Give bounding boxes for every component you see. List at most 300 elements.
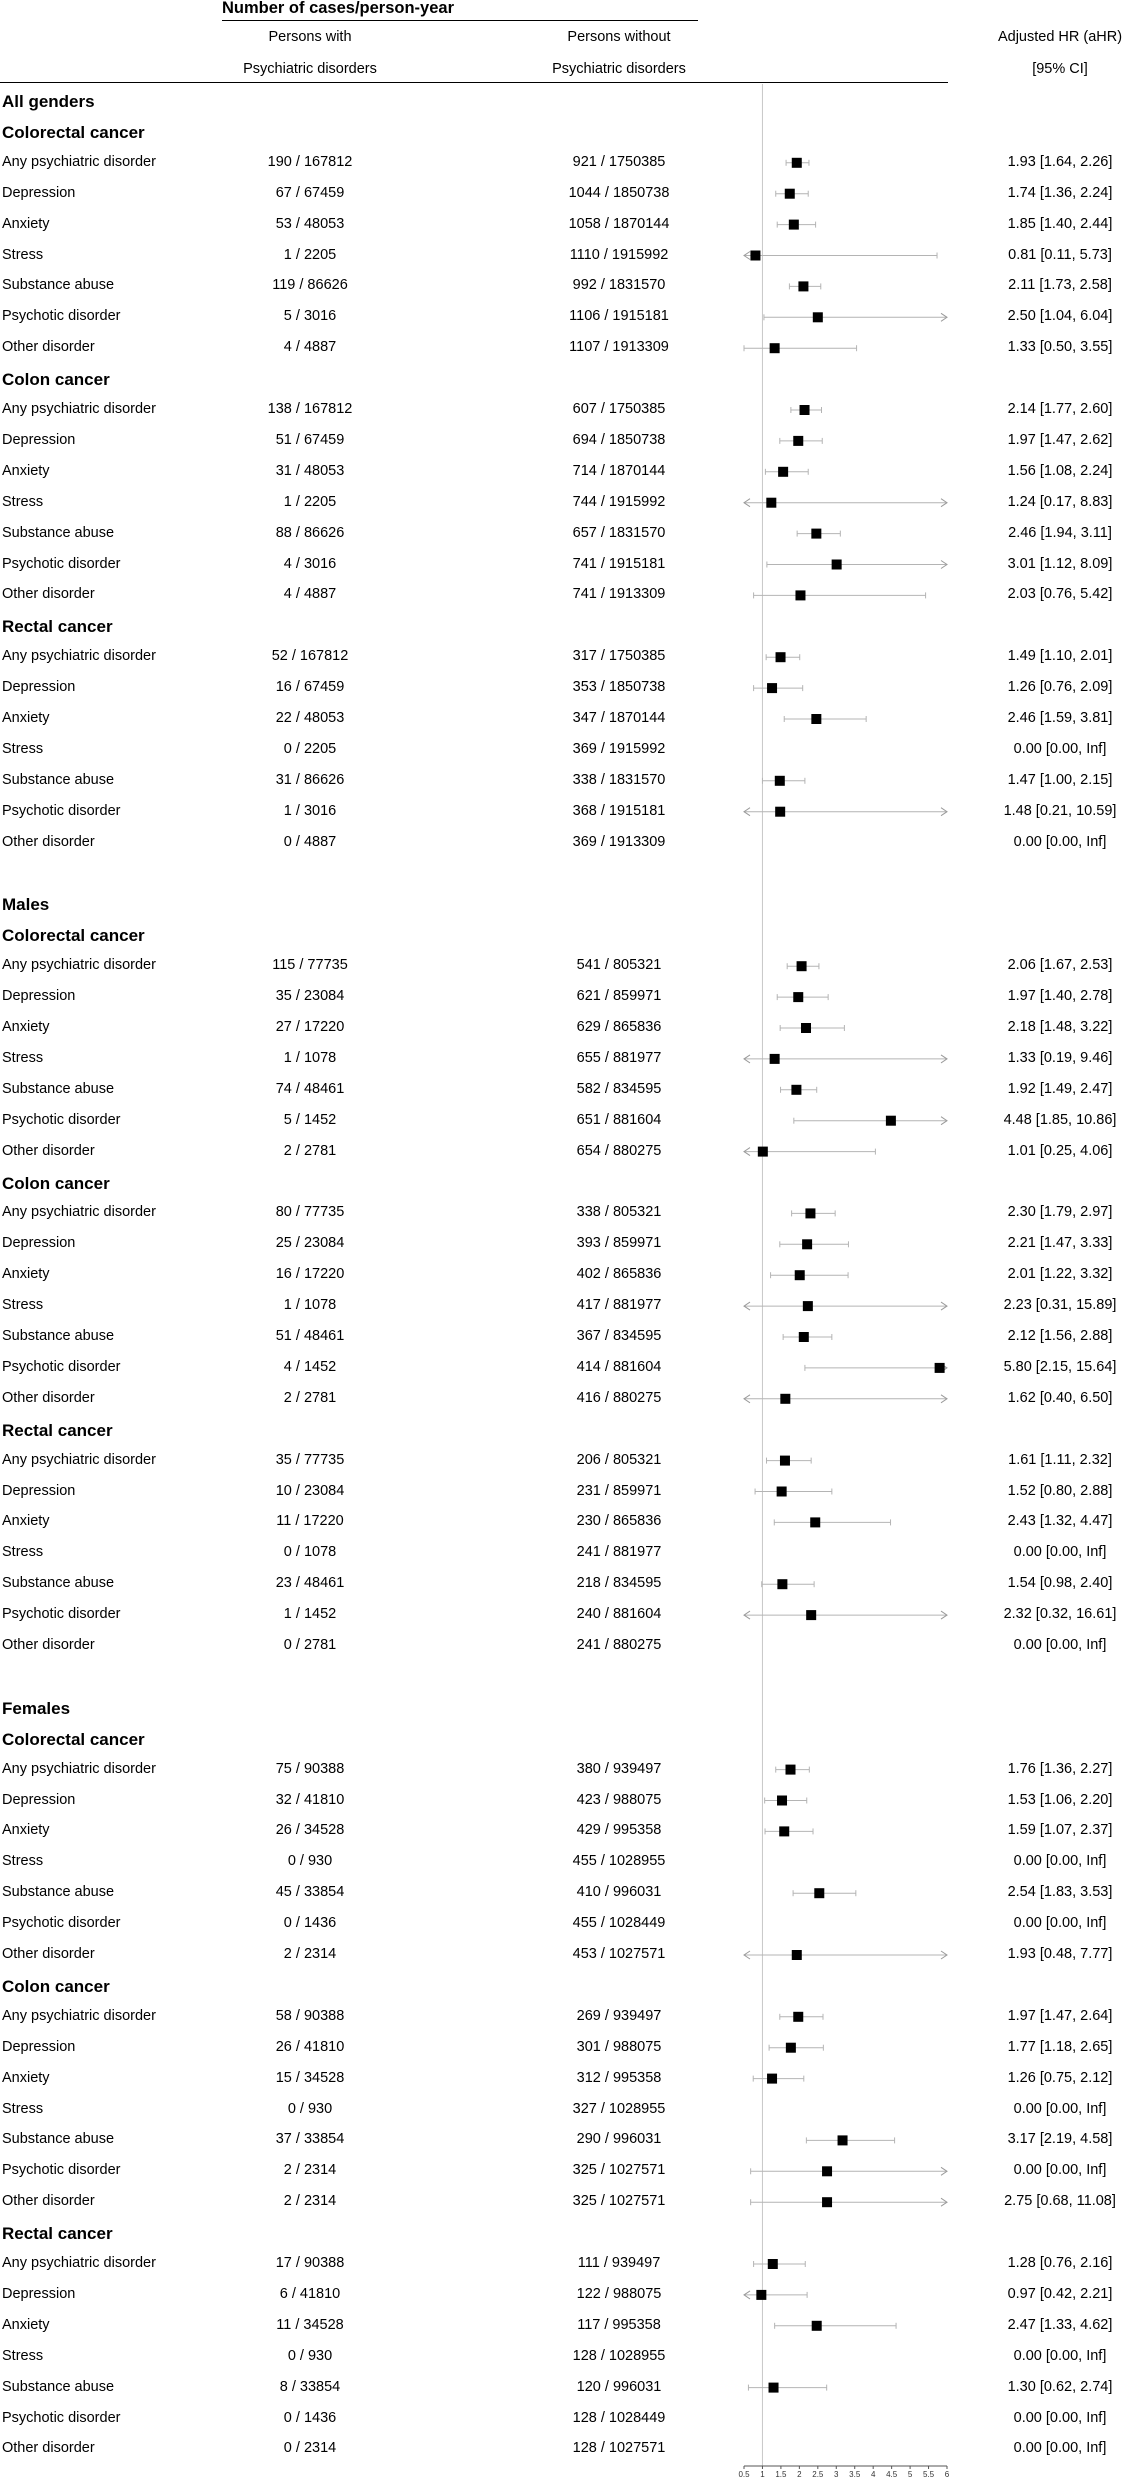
hr-point [811, 529, 821, 539]
cases-without-value-text: 325 / 1027571 [572, 2162, 666, 2179]
cases-without-value-text: 402 / 865836 [576, 1266, 662, 1283]
hr-point [779, 1826, 789, 1836]
cancer-type-label: Colorectal cancer [2, 1729, 145, 1749]
row-label: Substance abuse [2, 1575, 115, 1592]
row-label: Other disorder [2, 2193, 95, 2210]
hr-point [758, 1147, 768, 1157]
hr-point [812, 2321, 822, 2331]
cases-with-value-text: 4 / 4887 [283, 339, 337, 356]
row-label: Any psychiatric disorder [2, 957, 156, 974]
row-label: Stress [2, 493, 44, 510]
cases-with-value-text: 0 / 4887 [283, 833, 337, 850]
cases-without-value-text: 1058 / 1870144 [568, 215, 670, 232]
ahr-value-text: 1.62 [0.40, 6.50] [1007, 1389, 1113, 1406]
x-tick-label-text: 0.5 [738, 2470, 750, 2479]
ahr-value-text: 1.52 [0.80, 2.88] [1007, 1482, 1113, 1499]
cases-without-value-text: 317 / 1750385 [572, 648, 666, 665]
row-label: Any psychiatric disorder [2, 153, 156, 170]
row-label: Any psychiatric disorder [2, 2255, 156, 2271]
row-label: Stress [2, 2100, 44, 2117]
row-label: Psychotic disorder [2, 1358, 121, 1375]
ahr-value-text: 2.18 [1.48, 3.22] [1007, 1019, 1113, 1035]
cases-without-value-text: 416 / 880275 [576, 1389, 662, 1406]
cases-without-value-text: 607 / 1750385 [572, 401, 666, 417]
row-label: Other disorder [2, 2440, 95, 2457]
row-label: Psychotic disorder [2, 2409, 121, 2426]
ahr-value-text: 1.97 [1.40, 2.78] [1007, 988, 1113, 1005]
cases-with-value-text: 32 / 41810 [275, 1791, 345, 1808]
ahr-value-text: 2.03 [0.76, 5.42] [1007, 586, 1113, 603]
cases-without-value-text: 992 / 1831570 [572, 277, 666, 294]
cases-without-value-text: 120 / 996031 [576, 2378, 662, 2395]
x-tick-label-text: 4.5 [886, 2470, 898, 2479]
cases-with-value-text: 35 / 77735 [275, 1451, 345, 1468]
cases-with-value-text: 1 / 3016 [283, 802, 337, 819]
row-label: Any psychiatric disorder [2, 1204, 156, 1221]
hr-point [786, 1765, 796, 1775]
row-label: Other disorder [2, 339, 95, 356]
ahr-value-text: 1.97 [1.47, 2.64] [1007, 2007, 1113, 2024]
ahr-value-text: 0.00 [0.00, Inf] [1013, 2100, 1107, 2117]
cases-with-value-text: 1 / 1452 [283, 1606, 337, 1623]
cases-with-value-text: 190 / 167812 [267, 153, 353, 170]
ahr-value-text: 0.97 [0.42, 2.21] [1007, 2285, 1113, 2302]
hr-point [822, 2166, 832, 2176]
cases-without-value-text: 455 / 1028955 [572, 1853, 666, 1870]
cases-with-value-text: 11 / 17220 [276, 1513, 344, 1530]
cases-without-value-text: 744 / 1915992 [572, 493, 666, 510]
cancer-type-label: Colon cancer [2, 370, 110, 390]
cases-with-value-text: 2 / 2781 [283, 1389, 337, 1406]
x-tick-label-text: 1 [760, 2470, 765, 2479]
row-label: Any psychiatric disorder [2, 401, 156, 417]
cases-without-value-text: 353 / 1850738 [572, 679, 666, 696]
x-tick-label-text: 1.5 [775, 2470, 787, 2479]
ahr-value-text: 1.77 [1.18, 2.65] [1007, 2038, 1113, 2055]
cases-with-value-text: 67 / 67459 [275, 184, 345, 201]
cancer-type-label: Rectal cancer [2, 2224, 113, 2244]
hr-point [798, 281, 808, 291]
cases-without-value-text: 347 / 1870144 [572, 710, 666, 726]
row-label: Anxiety [2, 1822, 50, 1839]
hr-point [795, 1270, 805, 1280]
row-label: Psychotic disorder [2, 555, 121, 572]
cases-without-value-text: 231 / 859971 [576, 1482, 662, 1499]
hr-point [786, 2043, 796, 2053]
cases-with-value-text: 1 / 1078 [283, 1297, 337, 1314]
cases-without-value-text: 327 / 1028955 [572, 2100, 666, 2117]
ahr-value-text: 2.21 [1.47, 3.33] [1007, 1235, 1113, 1252]
cases-with-value-text: 10 / 23084 [275, 1482, 345, 1499]
row-label: Other disorder [2, 1637, 95, 1653]
row-label: Depression [2, 1235, 76, 1252]
row-label: Substance abuse [2, 2131, 115, 2148]
hr-point [832, 560, 842, 570]
hr-point [780, 1456, 790, 1466]
hr-point [838, 2135, 848, 2145]
x-tick-label-text: 5.5 [922, 2470, 935, 2479]
cases-with-value-text: 2 / 2314 [283, 1946, 337, 1962]
cases-without-value-text: 269 / 939497 [576, 2007, 662, 2024]
cancer-type-label: Colorectal cancer [2, 926, 145, 946]
row-label: Depression [2, 988, 76, 1005]
cases-without-value-text: 714 / 1870144 [572, 462, 666, 479]
cases-with-value-text: 2 / 2314 [283, 2193, 337, 2210]
row-label: Substance abuse [2, 1080, 115, 1097]
group-label: All genders [2, 92, 95, 111]
ahr-value-text: 2.75 [0.68, 11.08] [1004, 2193, 1116, 2210]
hr-point [769, 2383, 779, 2393]
cases-with-value-text: 0 / 930 [287, 2100, 333, 2117]
hr-point [767, 2074, 777, 2084]
row-label: Substance abuse [2, 1884, 115, 1901]
hr-point [792, 158, 802, 168]
cases-with-value-text: 2 / 2314 [283, 2162, 337, 2179]
cases-without-value-text: 206 / 805321 [576, 1451, 662, 1468]
cases-without-value-text: 338 / 805321 [576, 1204, 662, 1221]
cases-without-value-text: 582 / 834595 [576, 1080, 662, 1097]
cases-with-value-text: 25 / 23084 [275, 1235, 345, 1252]
cases-without-value-text: 128 / 1028449 [572, 2409, 666, 2426]
hr-point [785, 189, 795, 199]
ahr-value-text: 1.54 [0.98, 2.40] [1007, 1575, 1113, 1592]
ahr-value-text: 2.14 [1.77, 2.60] [1007, 401, 1113, 417]
hr-point [777, 1796, 787, 1806]
ahr-value-text: 0.00 [0.00, Inf] [1013, 1915, 1107, 1932]
cases-without-value-text: 651 / 881604 [576, 1111, 662, 1128]
ahr-value-text: 2.43 [1.32, 4.47] [1007, 1513, 1113, 1530]
cases-without-value-text: 240 / 881604 [576, 1606, 662, 1623]
cases-without-value-text: 1107 / 1913309 [569, 339, 669, 356]
cases-without-value-text: 393 / 859971 [576, 1235, 662, 1252]
row-label: Anxiety [2, 1019, 50, 1035]
cases-with-value-text: 1 / 2205 [283, 493, 337, 510]
row-label: Substance abuse [2, 771, 115, 788]
hr-point [768, 2259, 778, 2269]
cases-without-value-text: 369 / 1913309 [572, 833, 666, 850]
cases-with-value-text: 31 / 48053 [275, 462, 345, 479]
cases-without-value-text: 414 / 881604 [576, 1358, 662, 1375]
cancer-type-label: Rectal cancer [2, 617, 113, 637]
row-label: Depression [2, 2285, 76, 2302]
hr-point [791, 1085, 801, 1095]
ahr-value-text: 0.00 [0.00, Inf] [1013, 1637, 1107, 1653]
cases-with-value-text: 16 / 67459 [275, 679, 345, 696]
row-label: Anxiety [2, 2069, 50, 2086]
ahr-value-text: 1.28 [0.76, 2.16] [1007, 2255, 1113, 2271]
cases-with-value-text: 53 / 48053 [275, 215, 345, 232]
row-label: Psychotic disorder [2, 1111, 121, 1128]
row-label: Stress [2, 1544, 44, 1561]
ahr-value-text: 3.01 [1.12, 8.09] [1007, 555, 1113, 572]
hr-point [822, 2197, 832, 2207]
row-label: Other disorder [2, 833, 95, 850]
hr-point [775, 776, 785, 786]
hr-point [767, 683, 777, 693]
cases-without-value-text: 380 / 939497 [576, 1760, 662, 1777]
ahr-value-text: 0.00 [0.00, Inf] [1013, 2440, 1107, 2457]
cases-with-value-text: 1 / 2205 [283, 246, 337, 263]
cases-header-title: Number of cases/person-year [222, 0, 455, 17]
ahr-value-text: 2.06 [1.67, 2.53] [1007, 957, 1113, 974]
cases-with-value-text: 51 / 67459 [275, 431, 345, 448]
cases-with-value-text: 15 / 34528 [275, 2069, 345, 2086]
row-label: Substance abuse [2, 524, 115, 541]
cases-with-value-text: 58 / 90388 [275, 2007, 345, 2024]
ahr-value-text: 2.46 [1.94, 3.11] [1008, 524, 1112, 541]
hr-point [797, 961, 807, 971]
cases-with-value-text: 5 / 3016 [283, 308, 337, 325]
hr-point [750, 251, 760, 261]
cases-without-value-text: 301 / 988075 [576, 2038, 662, 2055]
cases-without-value-text: 128 / 1028955 [572, 2347, 666, 2364]
row-label: Any psychiatric disorder [2, 1451, 156, 1468]
cases-without-value-text: 453 / 1027571 [572, 1946, 666, 1962]
cases-without-value-text: 741 / 1915181 [572, 555, 666, 572]
cases-with-value-text: 22 / 48053 [275, 710, 345, 726]
row-label: Psychotic disorder [2, 1915, 121, 1932]
ahr-value-text: 1.49 [1.10, 2.01] [1007, 648, 1113, 665]
cases-with-value-text: 26 / 41810 [275, 2038, 345, 2055]
row-label: Psychotic disorder [2, 802, 121, 819]
ahr-value-text: 1.74 [1.36, 2.24] [1007, 184, 1113, 201]
ahr-value-text: 2.47 [1.33, 4.62] [1007, 2316, 1113, 2333]
hr-point [770, 343, 780, 353]
cases-with-value-text: 37 / 33854 [275, 2131, 345, 2148]
row-label: Depression [2, 2038, 76, 2055]
x-tick-label-text: 6 [944, 2470, 950, 2479]
row-label: Stress [2, 1853, 44, 1870]
cases-with-value-text: 119 / 86626 [272, 277, 348, 294]
cases-with-value-text: 16 / 17220 [275, 1266, 345, 1283]
ahr-value-text: 1.01 [0.25, 4.06] [1007, 1142, 1113, 1159]
cases-with-value-text: 0 / 1436 [283, 1915, 337, 1932]
cases-with-value-text: 0 / 2205 [283, 740, 337, 757]
row-label: Any psychiatric disorder [2, 648, 156, 665]
row-label: Psychotic disorder [2, 2162, 121, 2179]
cases-without-value-text: 654 / 880275 [576, 1142, 662, 1159]
ahr-value-text: 2.50 [1.04, 6.04] [1007, 308, 1113, 325]
hr-point [756, 2290, 766, 2300]
cancer-type-label: Colon cancer [2, 1976, 110, 1996]
cases-without-value-text: 241 / 881977 [576, 1544, 662, 1561]
ahr-value-text: 0.00 [0.00, Inf] [1013, 833, 1107, 850]
cases-without-value-text: 128 / 1027571 [572, 2440, 666, 2457]
cases-without-value-text: 241 / 880275 [576, 1637, 662, 1653]
ahr-value-text: 1.59 [1.07, 2.37] [1007, 1822, 1113, 1839]
ahr-value-text: 1.56 [1.08, 2.24] [1007, 462, 1113, 479]
hr-point [793, 436, 803, 446]
ahr-value-text: 1.61 [1.11, 2.32] [1008, 1451, 1112, 1468]
row-label: Anxiety [2, 710, 50, 726]
cases-without-value-text: 629 / 865836 [576, 1019, 662, 1035]
ahr-value-text: 2.46 [1.59, 3.81] [1007, 710, 1113, 726]
cases-without-value-text: 921 / 1750385 [572, 153, 666, 170]
row-label: Depression [2, 679, 76, 696]
cases-with-value-text: 0 / 1436 [283, 2409, 337, 2426]
cases-without-value-text: 410 / 996031 [576, 1884, 662, 1901]
ahr-value-text: 1.24 [0.17, 8.83] [1007, 493, 1113, 510]
row-label: Depression [2, 184, 76, 201]
cases-with-value-text: 1 / 1078 [283, 1049, 337, 1066]
row-label: Any psychiatric disorder [2, 2007, 156, 2024]
ahr-value-text: 2.30 [1.79, 2.97] [1007, 1204, 1113, 1221]
hr-point [800, 405, 810, 415]
row-label: Depression [2, 1482, 76, 1499]
cancer-type-label: Colon cancer [2, 1173, 110, 1193]
row-label: Anxiety [2, 462, 50, 479]
cases-without-value-text: 455 / 1028449 [572, 1915, 666, 1932]
cases-without-value-text: 741 / 1913309 [572, 586, 666, 603]
cases-with-value-text: 11 / 34528 [276, 2316, 344, 2333]
cases-without-value-text: 541 / 805321 [576, 957, 662, 974]
cases-with-value-text: 115 / 77735 [272, 957, 348, 974]
cases-without-value-text: 111 / 939497 [577, 2255, 661, 2271]
x-tick-label-text: 5 [907, 2470, 913, 2479]
cases-with-value-text: 0 / 1078 [283, 1544, 337, 1561]
ahr-value-text: 0.00 [0.00, Inf] [1013, 1544, 1107, 1561]
row-label: Anxiety [2, 1266, 50, 1283]
hr-point [806, 1610, 816, 1620]
row-label: Stress [2, 740, 44, 757]
hr-point [801, 1023, 811, 1033]
ahr-value-text: 1.76 [1.36, 2.27] [1007, 1760, 1113, 1777]
ahr-value-text: 2.11 [1.73, 2.58] [1008, 277, 1112, 294]
cases-without-value-text: 290 / 996031 [576, 2131, 662, 2148]
row-label: Anxiety [2, 1513, 50, 1530]
cases-with-value-text: 23 / 48461 [275, 1575, 345, 1592]
ahr-value-text: 1.30 [0.62, 2.74] [1007, 2378, 1113, 2395]
cases-with-value-text: 138 / 167812 [267, 401, 353, 417]
ahr-value-text: 2.12 [1.56, 2.88] [1007, 1328, 1113, 1344]
hr-point [886, 1116, 896, 1126]
cases-without-value-text: 369 / 1915992 [572, 740, 666, 757]
row-label: Anxiety [2, 215, 50, 232]
cases-with-value-text: 6 / 41810 [279, 2285, 341, 2302]
cases-with-value-text: 4 / 3016 [283, 555, 337, 572]
ahr-value-text: 2.01 [1.22, 3.32] [1007, 1266, 1113, 1283]
group-label: Males [2, 895, 50, 915]
cases-with-value-text: 35 / 23084 [275, 988, 345, 1005]
cases-with-value-text: 51 / 48461 [275, 1328, 345, 1344]
cancer-type-label: Rectal cancer [2, 1420, 113, 1440]
ahr-value-text: 3.17 [2.19, 4.58] [1007, 2131, 1113, 2148]
row-label: Other disorder [2, 586, 95, 603]
ahr-value-text: 1.48 [0.21, 10.59] [1003, 802, 1117, 819]
cases-with-value-text: 26 / 34528 [275, 1822, 345, 1839]
row-label: Other disorder [2, 1946, 95, 1962]
cases-with-value-text: 88 / 86626 [275, 524, 345, 541]
cases-with-value-text: 74 / 48461 [275, 1080, 345, 1097]
cases-with-value-text: 17 / 90388 [275, 2255, 345, 2271]
cases-without-value-text: 1044 / 1850738 [568, 184, 670, 201]
x-tick-label-text: 2.5 [812, 2470, 824, 2479]
cases-without-value-text: 1106 / 1915181 [569, 308, 669, 325]
cancer-type-label: Colorectal cancer [2, 122, 145, 142]
ahr-value-text: 1.26 [0.76, 2.09] [1007, 679, 1113, 696]
row-label: Depression [2, 1791, 76, 1808]
cases-without-value-text: 655 / 881977 [576, 1049, 662, 1066]
ahr-value-text: 1.97 [1.47, 2.62] [1007, 431, 1113, 448]
ahr-value-text: 2.23 [0.31, 15.89] [1003, 1297, 1117, 1314]
hr-point [775, 807, 785, 817]
hr-point [766, 498, 776, 508]
hr-point [793, 2012, 803, 2022]
hr-point [805, 1208, 815, 1218]
ahr-value-text: 1.47 [1.00, 2.15] [1007, 771, 1113, 788]
cases-with-value-text: 27 / 17220 [275, 1019, 345, 1035]
cases-without-value-text: 1110 / 1915992 [569, 246, 669, 263]
hr-point [810, 1517, 820, 1527]
cases-with-value-text: 45 / 33854 [275, 1884, 345, 1901]
cases-with-value-text: 0 / 2781 [283, 1637, 337, 1653]
row-label: Stress [2, 1297, 44, 1314]
cases-without-value-text: 230 / 865836 [576, 1513, 662, 1530]
hr-point [793, 992, 803, 1002]
row-label: Psychotic disorder [2, 1606, 121, 1623]
hr-point [778, 467, 788, 477]
hr-point [935, 1363, 945, 1373]
row-label: Stress [2, 1049, 44, 1066]
ahr-value-text: 1.93 [0.48, 7.77] [1007, 1946, 1113, 1962]
cases-with-value-text: 31 / 86626 [275, 771, 345, 788]
row-label: Any psychiatric disorder [2, 1760, 156, 1777]
hr-point [813, 312, 823, 322]
hr-point [770, 1054, 780, 1064]
cases-with-value-text: 52 / 167812 [271, 648, 349, 665]
row-label: Depression [2, 431, 76, 448]
cases-with-value-text: 2 / 2781 [283, 1142, 337, 1159]
row-label: Other disorder [2, 1389, 95, 1406]
row-label: Substance abuse [2, 277, 115, 294]
row-label: Anxiety [2, 2316, 50, 2333]
cases-with-value-text: 4 / 1452 [283, 1358, 337, 1375]
hr-point [799, 1332, 809, 1342]
hr-point [811, 714, 821, 724]
hr-point [789, 220, 799, 230]
hr-point [802, 1239, 812, 1249]
row-label: Substance abuse [2, 1328, 115, 1344]
hr-point [777, 1487, 787, 1497]
cases-without-value-text: 423 / 988075 [576, 1791, 662, 1808]
cases-with-value-text: 0 / 930 [287, 1853, 333, 1870]
cases-without-value-text: 122 / 988075 [576, 2285, 662, 2302]
ahr-value-text: 5.80 [2.15, 15.64] [1003, 1358, 1117, 1375]
cases-without-value-text: 218 / 834595 [576, 1575, 662, 1592]
hr-point [792, 1950, 802, 1960]
cases-with-value-text: 75 / 90388 [275, 1760, 345, 1777]
ahr-value-text: 1.33 [0.50, 3.55] [1007, 339, 1113, 356]
cases-without-value-text: 429 / 995358 [576, 1822, 662, 1839]
x-tick-label-text: 3.5 [849, 2470, 861, 2479]
hr-point [803, 1301, 813, 1311]
hr-point [814, 1888, 824, 1898]
cases-without-value-text: 657 / 1831570 [572, 524, 666, 541]
group-label: Females [2, 1698, 71, 1718]
cases-without-value-text: 368 / 1915181 [572, 802, 666, 819]
hr-point [780, 1394, 790, 1404]
x-tick-label-text: 2 [797, 2470, 802, 2479]
ahr-value-text: 0.00 [0.00, Inf] [1013, 2347, 1107, 2364]
ahr-value-text: 2.54 [1.83, 3.53] [1007, 1884, 1113, 1901]
cases-with-value-text: 5 / 1452 [283, 1111, 337, 1128]
hr-point [777, 1579, 787, 1589]
ahr-value-text: 0.00 [0.00, Inf] [1013, 2409, 1107, 2426]
ahr-value-text: 0.81 [0.11, 5.73] [1008, 246, 1112, 263]
cases-without-value-text: 325 / 1027571 [572, 2193, 666, 2210]
cases-without-value-text: 417 / 881977 [576, 1297, 662, 1314]
row-label: Other disorder [2, 1142, 95, 1159]
